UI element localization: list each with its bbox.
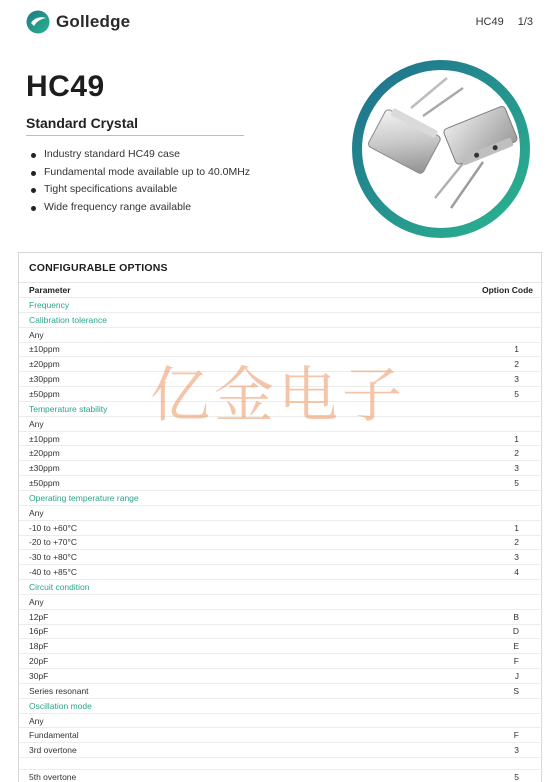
option-code: 1 bbox=[514, 344, 519, 355]
option-code: F bbox=[513, 730, 519, 741]
column-header-option-code: Option Code bbox=[482, 284, 533, 295]
table-row bbox=[19, 769, 543, 782]
watermark-text: 亿金电子 bbox=[150, 361, 406, 431]
table-row bbox=[19, 416, 543, 431]
table-row bbox=[19, 356, 543, 371]
brand-name: Golledge bbox=[56, 12, 131, 31]
table-row bbox=[19, 742, 543, 757]
group-label: Operating temperature range bbox=[29, 492, 139, 503]
parameter-value: Series resonant bbox=[29, 685, 89, 696]
option-code: F bbox=[513, 656, 519, 667]
table-row bbox=[19, 445, 543, 460]
table-row bbox=[19, 460, 543, 475]
option-rows bbox=[19, 297, 543, 782]
parameter-value: ±50ppm bbox=[29, 478, 60, 489]
option-code: 5 bbox=[514, 388, 519, 399]
parameter-value: ±20ppm bbox=[29, 359, 60, 370]
table-row bbox=[19, 683, 543, 698]
table-row bbox=[19, 431, 543, 446]
table-group-row bbox=[19, 490, 543, 505]
parameter-value: ±30ppm bbox=[29, 374, 60, 385]
parameter-value: Any bbox=[29, 418, 44, 429]
header-part-number: HC49 bbox=[475, 16, 504, 28]
parameter-value: ±10ppm bbox=[29, 344, 60, 355]
option-code: J bbox=[514, 671, 519, 682]
page-header bbox=[0, 0, 560, 44]
table-row bbox=[19, 475, 543, 490]
table-row bbox=[19, 713, 543, 728]
group-label: Circuit condition bbox=[29, 581, 90, 592]
group-label: Calibration tolerance bbox=[29, 314, 107, 325]
parameter-value: 18pF bbox=[29, 641, 49, 652]
option-code: S bbox=[513, 685, 519, 696]
table-row bbox=[19, 386, 543, 401]
option-code: 1 bbox=[514, 433, 519, 444]
parameter-value: 12pF bbox=[29, 611, 49, 622]
parameter-value: ±20ppm bbox=[29, 448, 60, 459]
parameter-value: -30 to +80°C bbox=[29, 552, 78, 563]
feature-item: Wide frequency range available bbox=[30, 199, 250, 217]
parameter-value: 5th overtone bbox=[29, 772, 77, 782]
option-code: 3 bbox=[514, 552, 519, 563]
parameter-value: 3rd overtone bbox=[29, 745, 77, 756]
parameter-value: Any bbox=[29, 507, 44, 518]
table-row bbox=[19, 327, 543, 342]
table-row bbox=[19, 564, 543, 579]
page-break-gap bbox=[19, 757, 543, 769]
product-title: HC49 bbox=[26, 70, 105, 103]
table-row bbox=[19, 520, 543, 535]
parameter-value: 20pF bbox=[29, 656, 49, 667]
parameter-value: -10 to +60°C bbox=[29, 522, 78, 533]
option-code: 4 bbox=[514, 567, 519, 578]
parameter-value: Fundamental bbox=[29, 730, 79, 741]
option-code: 5 bbox=[514, 478, 519, 489]
table-row bbox=[19, 609, 543, 624]
table-row bbox=[19, 535, 543, 550]
parameter-value: ±50ppm bbox=[29, 388, 60, 399]
parameter-value: Any bbox=[29, 596, 44, 607]
option-code: 2 bbox=[514, 537, 519, 548]
crystal-product-image bbox=[351, 56, 531, 242]
table-row bbox=[19, 624, 543, 639]
table-row bbox=[19, 371, 543, 386]
table-header-row bbox=[19, 282, 543, 297]
parameter-value: -20 to +70°C bbox=[29, 537, 78, 548]
feature-item: Tight specifications available bbox=[30, 181, 250, 199]
table-row bbox=[19, 653, 543, 668]
table-row bbox=[19, 549, 543, 564]
table-row bbox=[19, 668, 543, 683]
option-code: 3 bbox=[514, 745, 519, 756]
option-code: 1 bbox=[514, 522, 519, 533]
option-code: 5 bbox=[514, 772, 519, 782]
parameter-value: 30pF bbox=[29, 671, 49, 682]
table-group-row bbox=[19, 312, 543, 327]
parameter-value: ±10ppm bbox=[29, 433, 60, 444]
parameter-value: 16pF bbox=[29, 626, 49, 637]
option-code: D bbox=[512, 626, 519, 637]
option-code: E bbox=[513, 641, 519, 652]
hero-section bbox=[0, 44, 560, 244]
table-row bbox=[19, 505, 543, 520]
brand bbox=[26, 10, 130, 34]
group-label: Oscillation mode bbox=[29, 700, 92, 711]
subtitle-divider bbox=[26, 135, 244, 136]
table-row bbox=[19, 638, 543, 653]
table-group-row bbox=[19, 579, 543, 594]
parameter-value: Any bbox=[29, 715, 44, 726]
parameter-value: ±30ppm bbox=[29, 463, 60, 474]
parameter-value: Any bbox=[29, 329, 44, 340]
golledge-logo-icon bbox=[26, 10, 50, 34]
table-group-row bbox=[19, 698, 543, 713]
feature-item: Industry standard HC49 case bbox=[30, 146, 250, 164]
feature-item: Fundamental mode available up to 40.0MHz bbox=[30, 164, 250, 182]
table-group-row bbox=[19, 401, 543, 416]
option-code: 2 bbox=[514, 359, 519, 370]
table-row bbox=[19, 727, 543, 742]
configurable-options-table bbox=[18, 252, 542, 782]
product-subtitle: Standard Crystal bbox=[26, 115, 139, 131]
feature-list bbox=[30, 146, 250, 216]
table-row bbox=[19, 342, 543, 357]
table-row bbox=[19, 594, 543, 609]
option-code: B bbox=[513, 611, 519, 622]
option-code: 3 bbox=[514, 463, 519, 474]
option-code: 3 bbox=[514, 374, 519, 385]
table-group-row bbox=[19, 297, 543, 312]
page-number: 1/3 bbox=[517, 16, 533, 28]
header-meta bbox=[476, 16, 533, 28]
options-heading: CONFIGURABLE OPTIONS bbox=[29, 262, 168, 274]
option-code: 2 bbox=[514, 448, 519, 459]
group-label: Frequency bbox=[29, 299, 70, 310]
column-header-parameter: Parameter bbox=[29, 284, 71, 295]
group-label: Temperature stability bbox=[29, 403, 108, 414]
parameter-value: -40 to +85°C bbox=[29, 567, 78, 578]
